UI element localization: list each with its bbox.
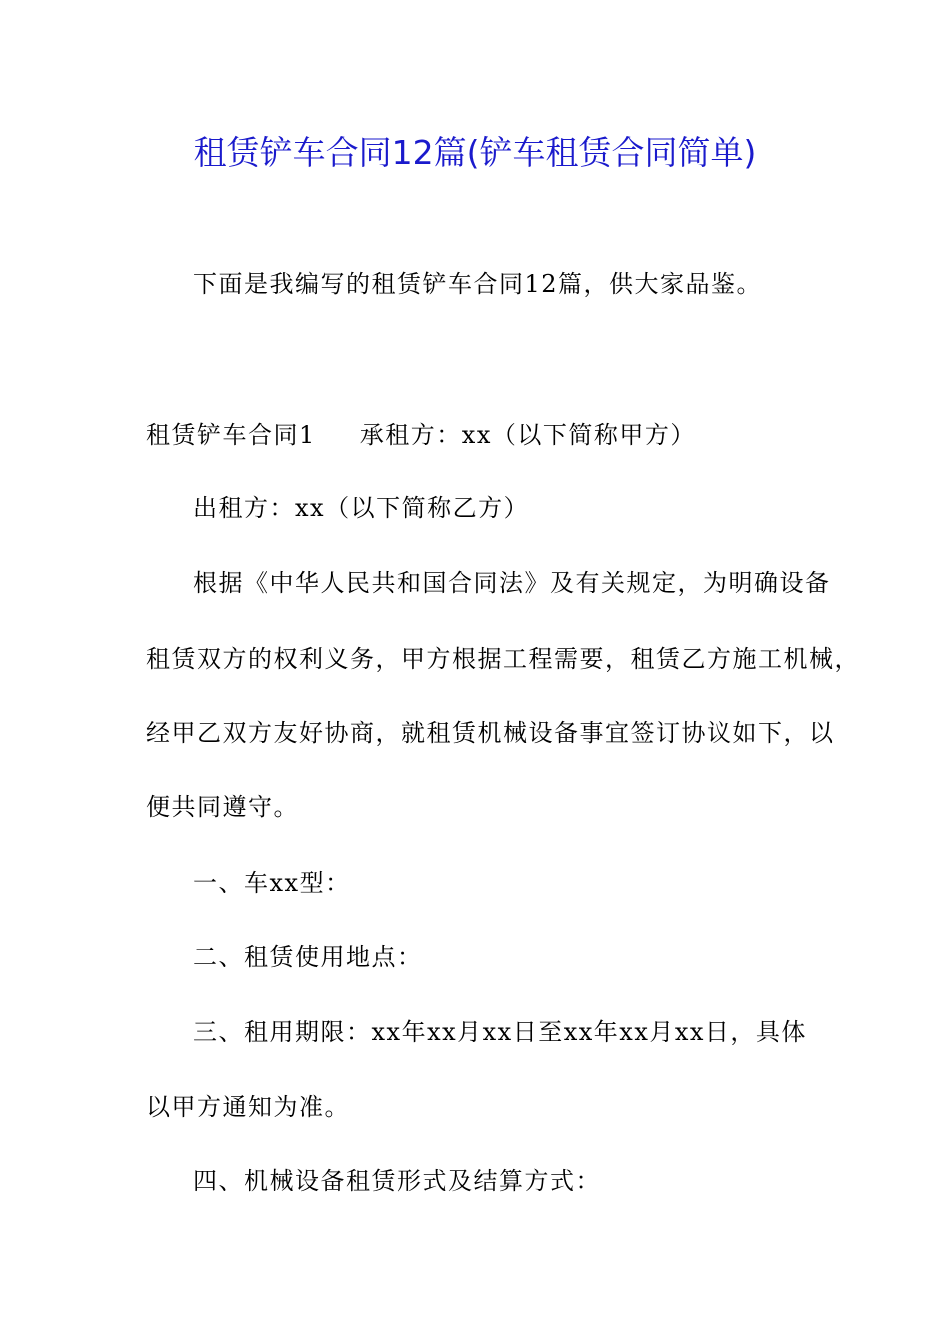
clause-3-line: 三、租用期限：xx年xx月xx日至xx年xx月xx日，具体	[193, 1018, 807, 1046]
paragraph-line: 便共同遵守。	[146, 793, 299, 821]
paragraph-line: 根据《中华人民共和国合同法》及有关规定，为明确设备	[193, 569, 831, 597]
clause-1: 一、车xx型：	[193, 869, 351, 897]
paragraph-line: 经甲乙双方友好协商，就租赁机械设备事宜签订协议如下，以	[146, 719, 835, 747]
contract-heading-line	[146, 418, 696, 452]
clause-2: 二、租赁使用地点：	[193, 943, 423, 971]
document-title: 租赁铲车合同12篇(铲车租赁合同简单)	[193, 133, 757, 172]
paragraph-line: 租赁双方的权利义务，甲方根据工程需要，租赁乙方施工机械，	[146, 645, 860, 673]
intro-paragraph: 下面是我编写的租赁铲车合同12篇，供大家品鉴。	[193, 270, 763, 298]
contract-heading: 租赁铲车合同1	[146, 421, 316, 449]
clause-4: 四、机械设备租赁形式及结算方式：	[193, 1167, 601, 1195]
lessor-line: 出租方：xx（以下简称乙方）	[193, 494, 530, 522]
lessee-line: 承租方：xx（以下简称甲方）	[359, 421, 696, 449]
clause-3-line: 以甲方通知为准。	[146, 1093, 350, 1121]
